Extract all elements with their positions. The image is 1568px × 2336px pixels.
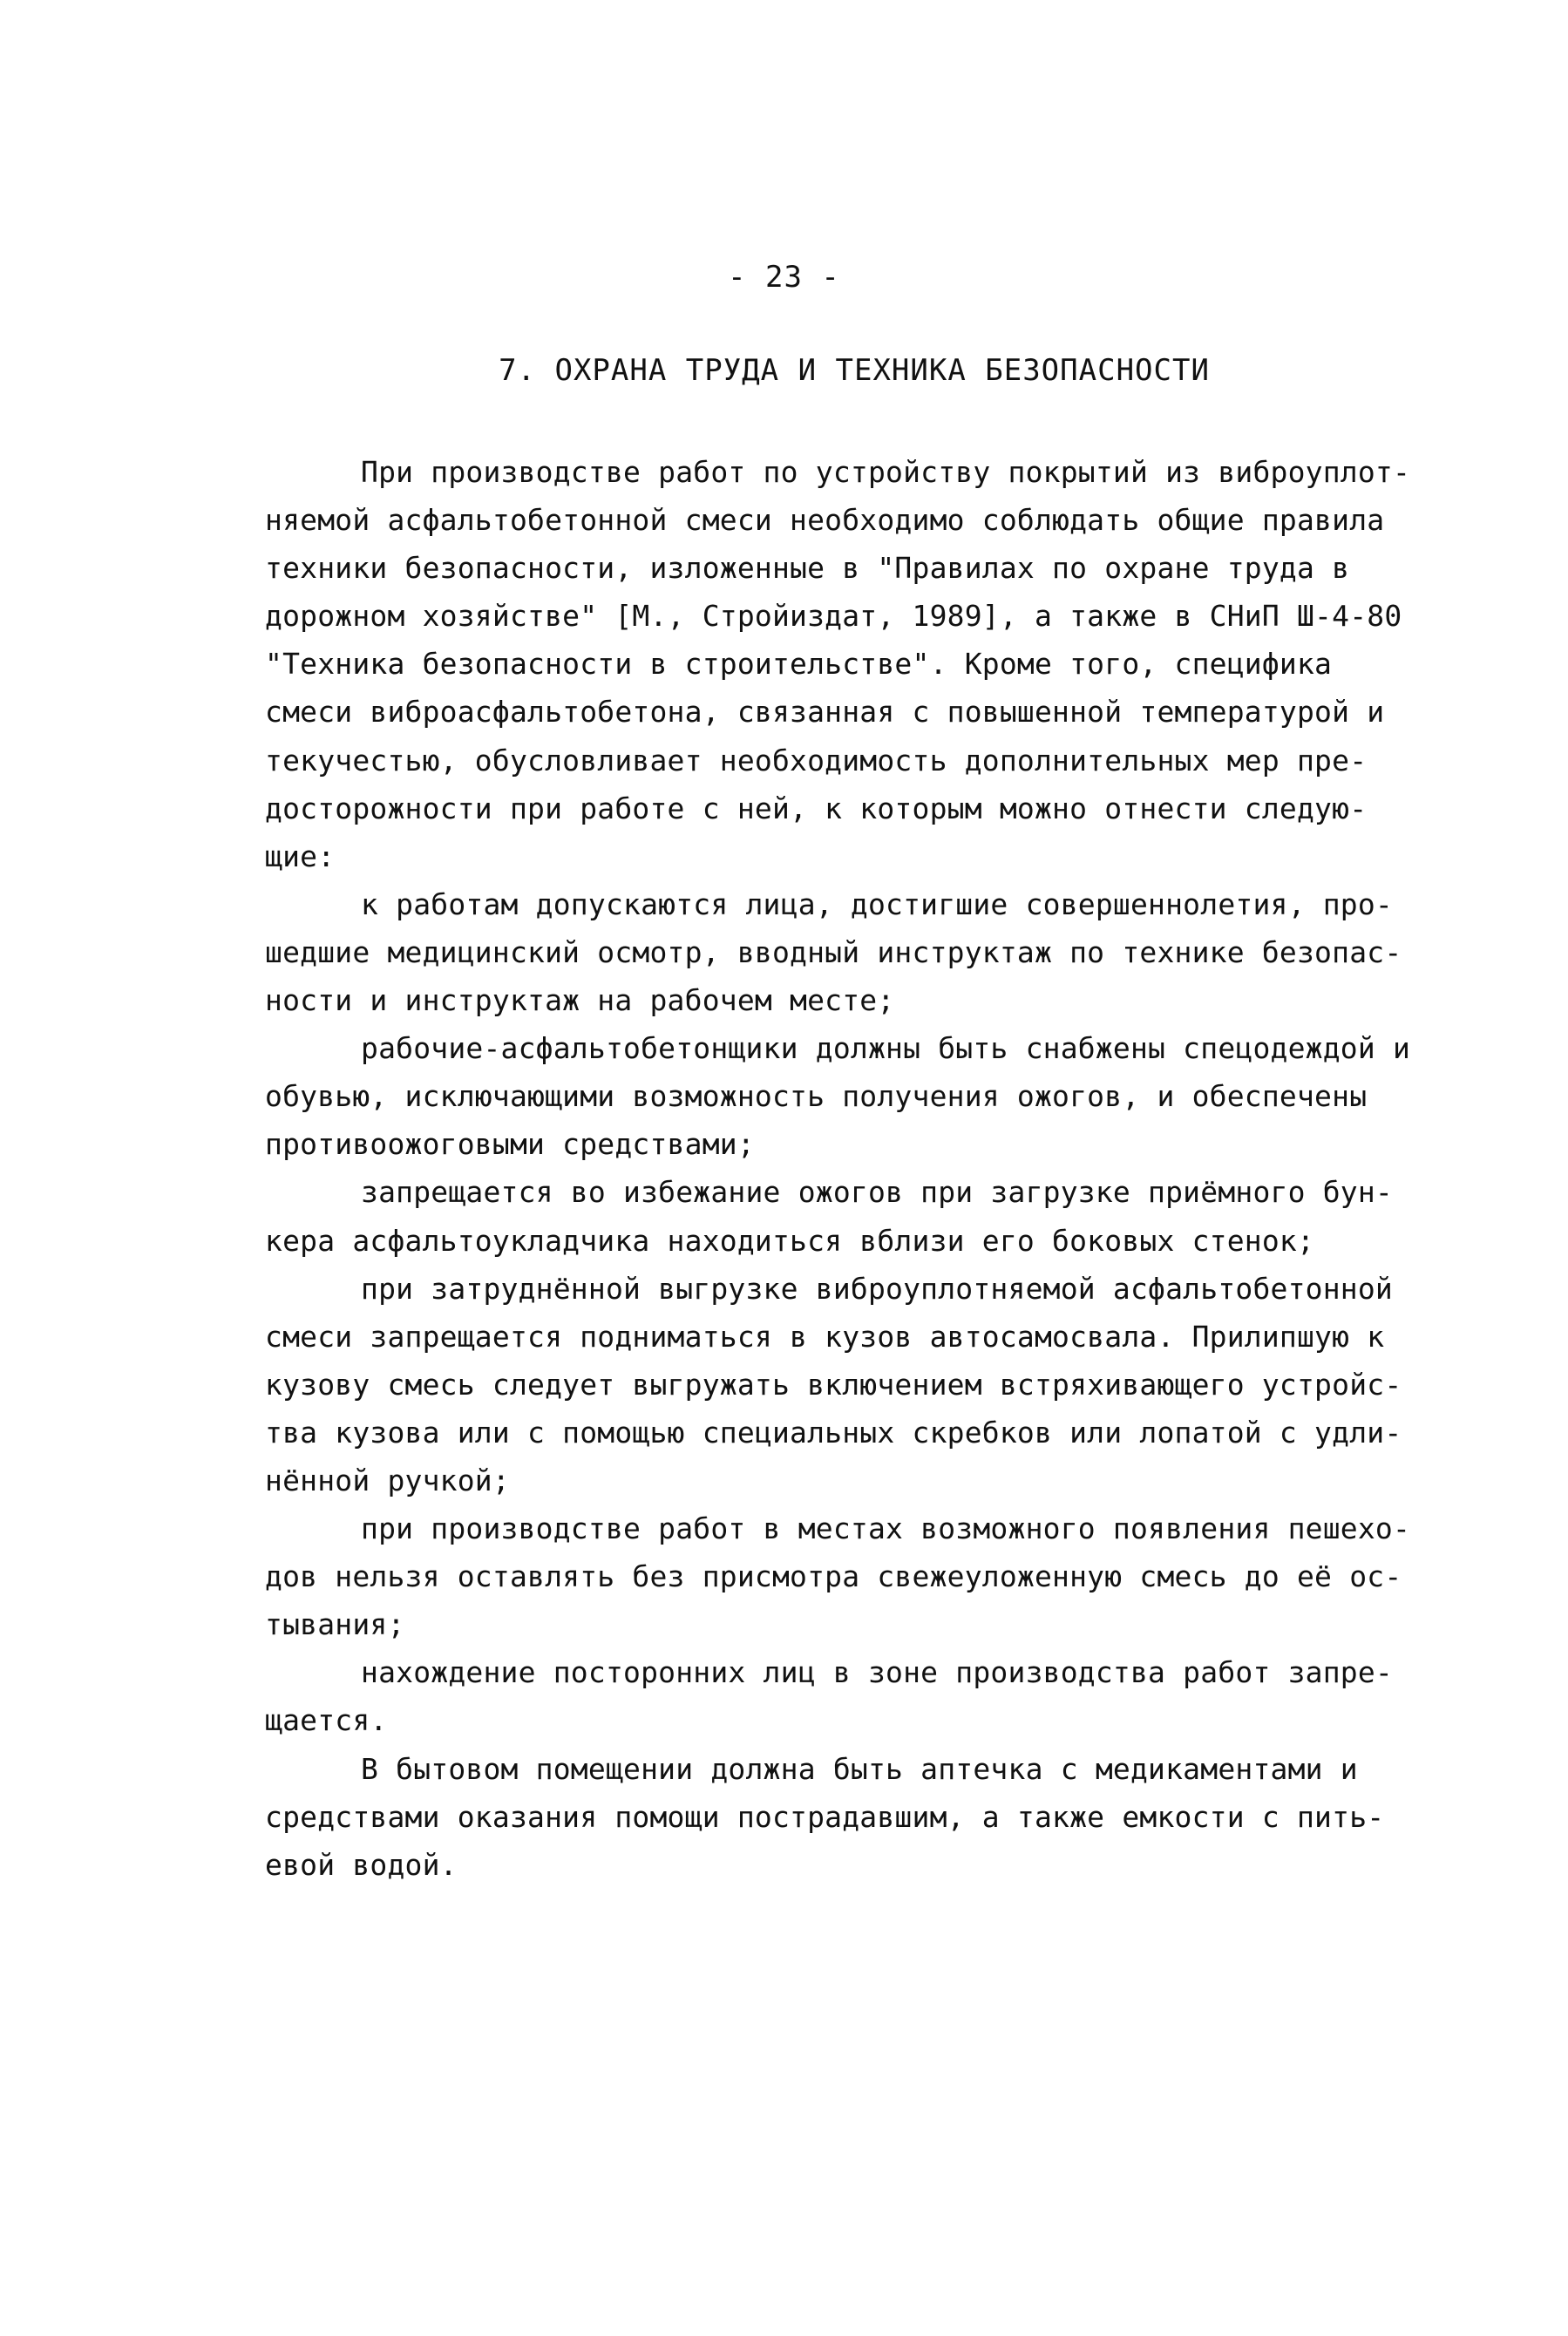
page-number: - 23 - xyxy=(728,260,840,295)
paragraph-admission: к работам допускаются лица, достигшие совершеннолетия, про- шедшие медицинский осмотр, вводный инструктаж по технике безопас- ности и инструктаж на рабочем месте; xyxy=(265,886,1402,1018)
paragraph-pedestrians: при производстве работ в местах возможного появления пешехо- дов нельзя оставлять без присмотра свежеуложенную смесь до её ос- тывания; xyxy=(265,1511,1411,1642)
paragraph-protective-clothing: рабочие-асфальтобетонщики должны быть снабжены спецодеждой и обувью, исключающими возможность получения ожогов, и обеспечены противоожоговыми средствами; xyxy=(265,1031,1411,1162)
paragraph-unloading: при затруднённой выгрузке виброуплотняемой асфальтобетонной смеси запрещается подниматься в кузов автосамосвала. Прилипшую к кузову смесь следует выгружать включением встряхивающего устройс- тва кузова или с помощью специальных скребков или лопатой с удли- нённой ручкой; xyxy=(265,1271,1402,1497)
document-body xyxy=(265,448,1457,1889)
paragraph-outsiders: нахождение посторонних лиц в зоне производства работ запре- щается. xyxy=(265,1655,1393,1738)
paragraph-first-aid: В бытовом помещении должна быть аптечка с медикаментами и средствами оказания помощи пострадавшим, а также емкости с пить- евой водой. xyxy=(265,1751,1385,1882)
paragraph-hopper: запрещается во избежание ожогов при загрузке приёмного бун- кера асфальтоукладчика находиться вблизи его боковых стенок; xyxy=(265,1175,1393,1258)
section-heading: 7. ОХРАНА ТРУДА И ТЕХНИКА БЕЗОПАСНОСТИ xyxy=(499,353,1210,388)
paragraph-intro: При производстве работ по устройству покрытий из виброуплот- няемой асфальтобетонной смеси необходимо соблюдать общие правила техники безопасности, изложенные в "Правилах по охране труда в дорожном хозяйстве" [М., Стройиздат, 1989], а также в СНиП Ш-4-80 "Техника безопасности в строительстве". Кроме того, специфика смеси виброасфальтобетона, связанная с повышенной температурой и текучестью, обусловливает необходимость дополнительных мер пре- досторожности при работе с ней, к которым можно отнести следую- щие: xyxy=(265,455,1411,873)
